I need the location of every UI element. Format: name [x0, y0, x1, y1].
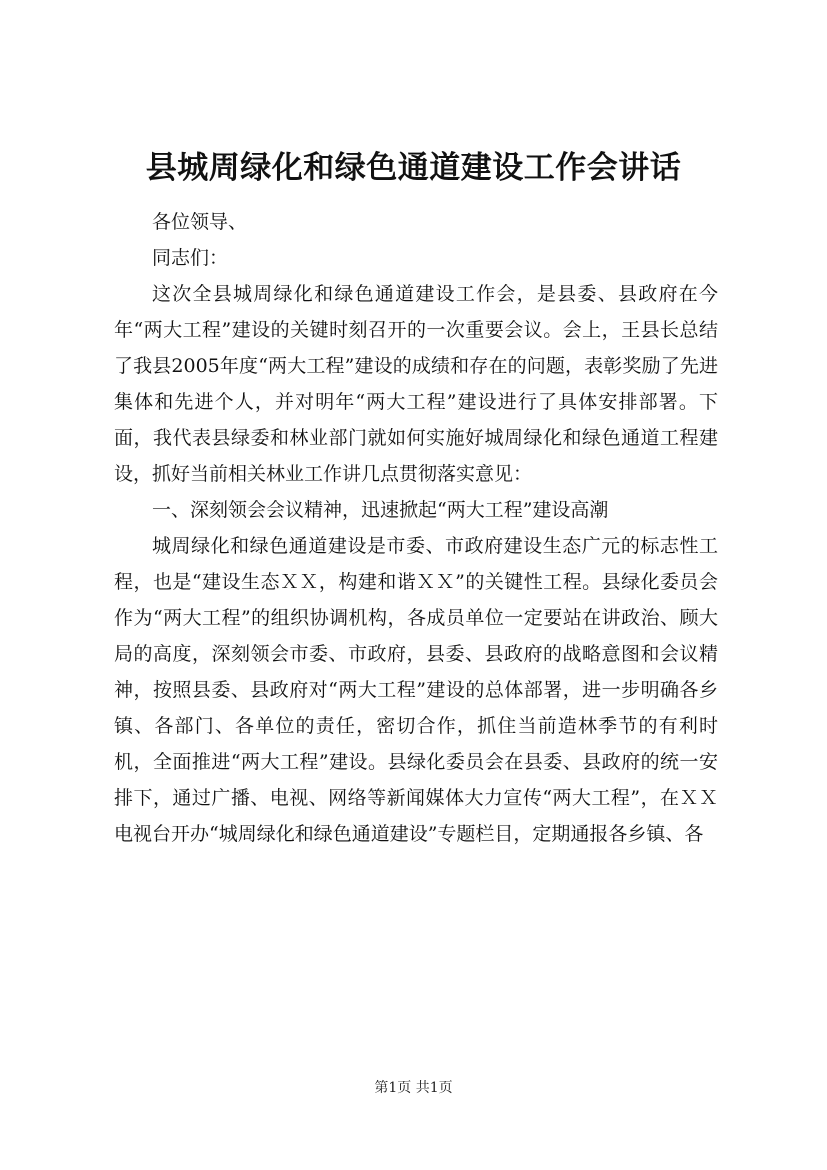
section-heading-1: 一、深刻领会会议精神，迅速掀起“两大工程”建设高潮: [152, 499, 609, 521]
section-1-paragraph: 城周绿化和绿色通道建设是市委、市政府建设生态广元的标志性工程，也是“建设生态ＸＸ，构建和谐ＸＸ”的关键性工程。县绿化委员会作为“两大工程”的组织协调机构，各成员单位一定要站在讲政治、顾大局的高度，深刻领会市委、市政府，县委、县政府的战略意图和会议精神，按照县委、县政府对“两大工程”建设的总体部署，进一步明确各乡镇、各部门、各单位的责任，密切合作，抓住当前造林季节的有利时机，全面推进“两大工程”建设。县绿化委员会在县委、县政府的统一安排下，通过广播、电视、网络等新闻媒体大力宣传“两大工程”，在ＸＸ电视台开办“城周绿化和绿色通道建设”专题栏目，定期通报各乡镇、各: [114, 535, 718, 845]
salutation-leaders: 各位领导、: [152, 211, 248, 233]
document-body: [114, 204, 718, 852]
document-title: 县城周绿化和绿色通道建设工作会讲话: [145, 150, 682, 186]
page-footer: 第1页 共1页: [374, 1080, 453, 1096]
salutation-comrades: 同志们：: [152, 247, 229, 269]
intro-paragraph: 这次全县城周绿化和绿色通道建设工作会，是县委、县政府在今年“两大工程”建设的关键时刻召开的一次重要会议。会上，王县长总结了我县2005年度“两大工程”建设的成绩和存在的问题，表彰奖励了先进集体和先进个人，并对明年“两大工程”建设进行了具体安排部署。下面，我代表县绿委和林业部门就如何实施好城周绿化和绿色通道工程建设，抓好当前相关林业工作讲几点贯彻落实意见：: [114, 283, 718, 485]
